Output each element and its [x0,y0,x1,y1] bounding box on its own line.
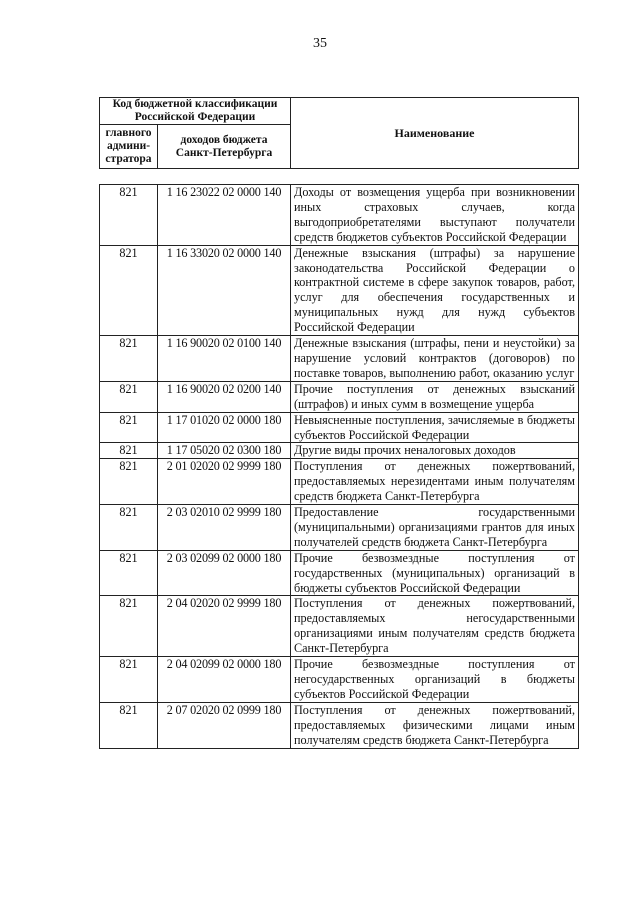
income-code-cell: 2 03 02099 02 0000 180 [158,550,291,596]
income-code-cell: 1 17 01020 02 0000 180 [158,412,291,443]
income-code-column-header: доходов бюджета Санкт-Петербурга [158,125,291,169]
revenue-codes-table [99,184,579,749]
table-row [100,459,579,505]
income-code-cell: 1 16 90020 02 0100 140 [158,336,291,382]
name-cell: Поступления от денежных пожертвований, предоставляемых негосударственными организациями иным получателям средств бюджета Санкт-Петербурга [291,596,579,657]
table-row [100,412,579,443]
table-row [100,381,579,412]
income-code-cell: 2 04 02099 02 0000 180 [158,657,291,703]
admin-code-cell: 821 [100,245,158,335]
table-row [100,443,579,459]
income-code-cell: 1 16 33020 02 0000 140 [158,245,291,335]
table-row [100,505,579,551]
name-cell: Невыясненные поступления, зачисляемые в бюджеты субъектов Российской Федерации [291,412,579,443]
income-code-cell: 1 16 90020 02 0200 140 [158,381,291,412]
name-cell: Поступления от денежных пожертвований, предоставляемых нерезидентами иным получателям средств бюджета Санкт-Петербурга [291,459,579,505]
admin-code-cell: 821 [100,657,158,703]
admin-code-cell: 821 [100,596,158,657]
table-row [100,596,579,657]
admin-code-cell: 821 [100,185,158,246]
name-cell: Другие виды прочих неналоговых доходов [291,443,579,459]
admin-column-header: главного админи-стратора [100,125,158,169]
income-code-cell: 1 17 05020 02 0300 180 [158,443,291,459]
name-cell: Прочие безвозмездные поступления от негосударственных организаций в бюджеты субъектов Российской Федерации [291,657,579,703]
name-cell: Прочие безвозмездные поступления от государственных (муниципальных) организаций в бюджеты субъектов Российской Федерации [291,550,579,596]
income-code-cell: 2 01 02020 02 9999 180 [158,459,291,505]
name-cell: Предоставление государственными (муниципальными) организациями грантов для иных получателей средств бюджета Санкт-Петербурга [291,505,579,551]
page-number: 35 [313,36,327,51]
table-row [100,657,579,703]
admin-code-cell: 821 [100,381,158,412]
name-cell: Доходы от возмещения ущерба при возникновении иных страховых случаев, когда выгодоприобретателями выступают получатели средств бюджетов субъектов Российской Федерации [291,185,579,246]
income-code-cell: 2 04 02020 02 9999 180 [158,596,291,657]
table-row [100,550,579,596]
admin-code-cell: 821 [100,412,158,443]
admin-code-cell: 821 [100,505,158,551]
table-row [100,245,579,335]
income-code-cell: 1 16 23022 02 0000 140 [158,185,291,246]
name-column-header: Наименование [291,98,579,169]
table-row [100,702,579,748]
admin-code-cell: 821 [100,459,158,505]
name-cell: Денежные взыскания (штрафы, пени и неустойки) за нарушение условий контрактов (договоров) по поставке товаров, выполнению работ, оказанию услуг [291,336,579,382]
admin-code-cell: 821 [100,443,158,459]
income-code-cell: 2 07 02020 02 0999 180 [158,702,291,748]
admin-code-cell: 821 [100,550,158,596]
budget-code-group-header: Код бюджетной классификации Российской Федерации [100,98,291,125]
name-cell: Денежные взыскания (штрафы) за нарушение законодательства Российской Федерации о контрактной системе в сфере закупок товаров, работ, услуг для обеспечения государственных и муниципальных нужд для нужд субъектов Российской Федерации [291,245,579,335]
table-row [100,336,579,382]
admin-code-cell: 821 [100,702,158,748]
table-row [100,185,579,246]
name-cell: Поступления от денежных пожертвований, предоставляемых физическими лицами иным получателям средств бюджета Санкт-Петербурга [291,702,579,748]
table-header [99,97,579,169]
income-code-cell: 2 03 02010 02 9999 180 [158,505,291,551]
admin-code-cell: 821 [100,336,158,382]
name-cell: Прочие поступления от денежных взысканий (штрафов) и иных сумм в возмещение ущерба [291,381,579,412]
